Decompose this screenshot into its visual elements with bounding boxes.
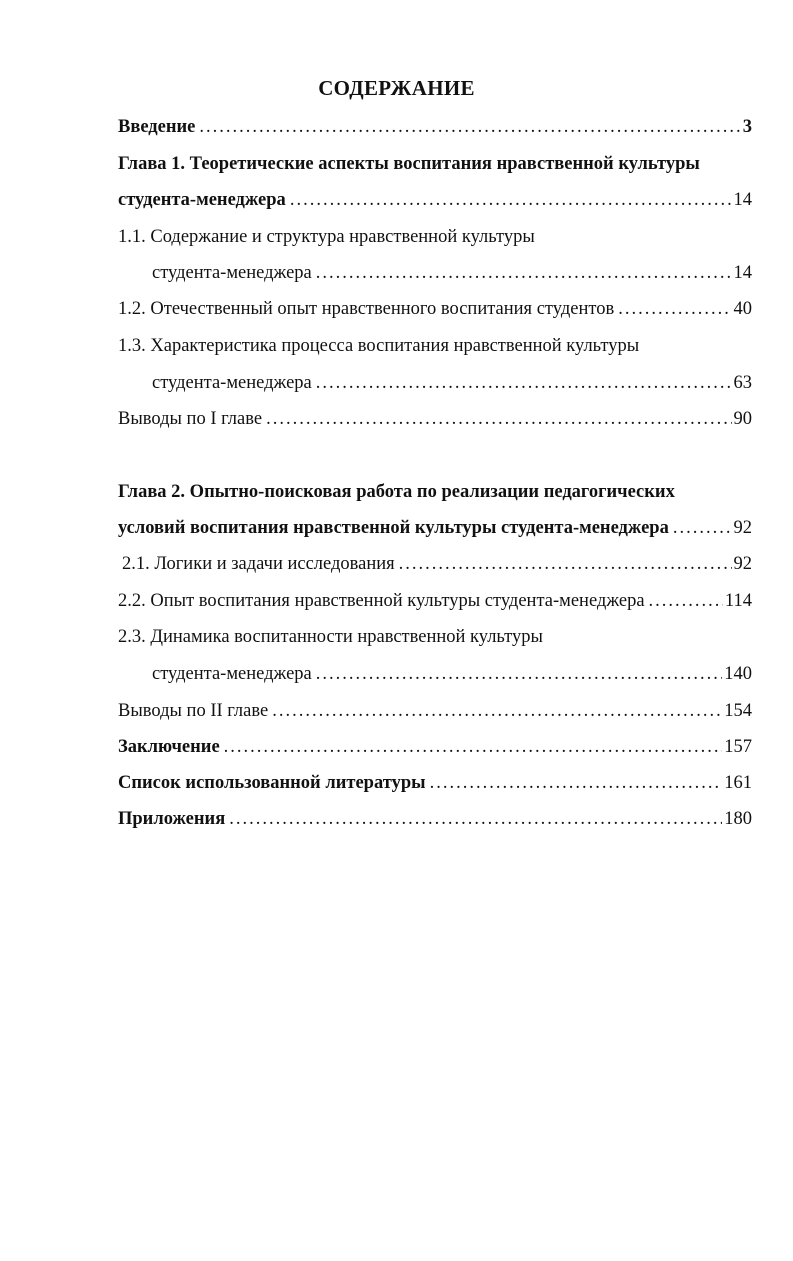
dot-leader (649, 588, 723, 614)
dot-leader (266, 406, 731, 432)
toc-entry-text: студента-менеджера (118, 190, 286, 210)
toc-entry-page: 14 (733, 190, 752, 210)
toc-entry-section-1-1 (118, 224, 752, 250)
toc-entry-page: 161 (724, 773, 752, 793)
toc-entry-page: 114 (724, 591, 752, 611)
dot-leader (199, 114, 740, 140)
toc-entry-chapter-2 (118, 479, 752, 505)
toc-entry-text: Глава 1. Теоретические аспекты воспитания нравственной культуры (118, 154, 700, 174)
dot-leader (229, 806, 722, 832)
toc-entry-text: 2.3. Динамика воспитанности нравственной культуры (118, 627, 543, 647)
toc-entry-intro (118, 114, 752, 140)
toc-entry-page: 92 (733, 518, 752, 538)
toc-entry-page: 154 (724, 701, 752, 721)
toc-entry-section-1-1-cont (152, 260, 752, 286)
toc-entry-section-1-2 (118, 296, 752, 322)
toc-entry-text: Выводы по II главе (118, 701, 269, 721)
toc-entry-page: 40 (733, 299, 752, 319)
toc-entry-page: 140 (724, 664, 752, 684)
toc-entry-page: 63 (733, 373, 752, 393)
dot-leader (290, 187, 732, 213)
toc-entry-text: 1.2. Отечественный опыт нравственного воспитания студентов (118, 299, 615, 319)
dot-leader (316, 661, 722, 687)
toc-entry-chapter-2-conclusions (118, 698, 752, 724)
toc-entry-text: Приложения (118, 809, 226, 829)
toc-entry-text: студента-менеджера (152, 263, 312, 283)
dot-leader (316, 260, 732, 286)
toc-entry-chapter-1-cont (118, 187, 752, 213)
toc-entry-text: 2.2. Опыт воспитания нравственной культуры студента-менеджера (118, 591, 645, 611)
dot-leader (618, 296, 731, 322)
toc-entry-section-2-3-cont (152, 661, 752, 687)
toc-entry-text: условий воспитания нравственной культуры студента-менеджера (118, 518, 669, 538)
toc-entry-section-2-3 (118, 624, 752, 650)
toc-entry-appendices (118, 806, 752, 832)
toc-entry-text: Глава 2. Опытно-поисковая работа по реализации педагогических (118, 482, 675, 502)
toc-entry-text: студента-менеджера (152, 373, 312, 393)
toc-entry-text: Список использованной литературы (118, 773, 426, 793)
dot-leader (272, 698, 722, 724)
toc-entry-conclusion (118, 734, 752, 760)
toc-entry-text: Введение (118, 117, 196, 137)
toc-entry-chapter-1-conclusions (118, 406, 752, 432)
toc-entry-page: 92 (733, 554, 752, 574)
toc-entry-text: Заключение (118, 737, 220, 757)
toc-entry-chapter-1 (118, 151, 752, 177)
toc-entry-text: 1.3. Характеристика процесса воспитания нравственной культуры (118, 336, 640, 356)
toc-entry-references (118, 770, 752, 796)
toc-entry-text: 1.1. Содержание и структура нравственной культуры (118, 227, 535, 247)
dot-leader (430, 770, 723, 796)
toc-entry-section-1-3 (118, 333, 752, 359)
toc-entry-page: 3 (742, 117, 752, 137)
dot-leader (399, 551, 732, 577)
dot-leader (673, 515, 732, 541)
page-title: СОДЕРЖАНИЕ (318, 76, 475, 100)
toc-entry-page: 157 (724, 737, 752, 757)
toc-entry-section-1-3-cont (152, 370, 752, 396)
toc-entry-page: 180 (724, 809, 752, 829)
toc-entry-text: студента-менеджера (152, 664, 312, 684)
toc-entry-text: Выводы по I главе (118, 409, 263, 429)
toc-entry-page: 90 (733, 409, 752, 429)
toc-entry-text: 2.1. Логики и задачи исследования (122, 554, 395, 574)
toc-entry-section-2-2 (118, 588, 752, 614)
dot-leader (224, 734, 723, 760)
dot-leader (316, 370, 732, 396)
toc-entry-section-2-1 (122, 551, 752, 577)
toc-entry-page: 14 (733, 263, 752, 283)
toc-entry-chapter-2-cont (118, 515, 752, 541)
